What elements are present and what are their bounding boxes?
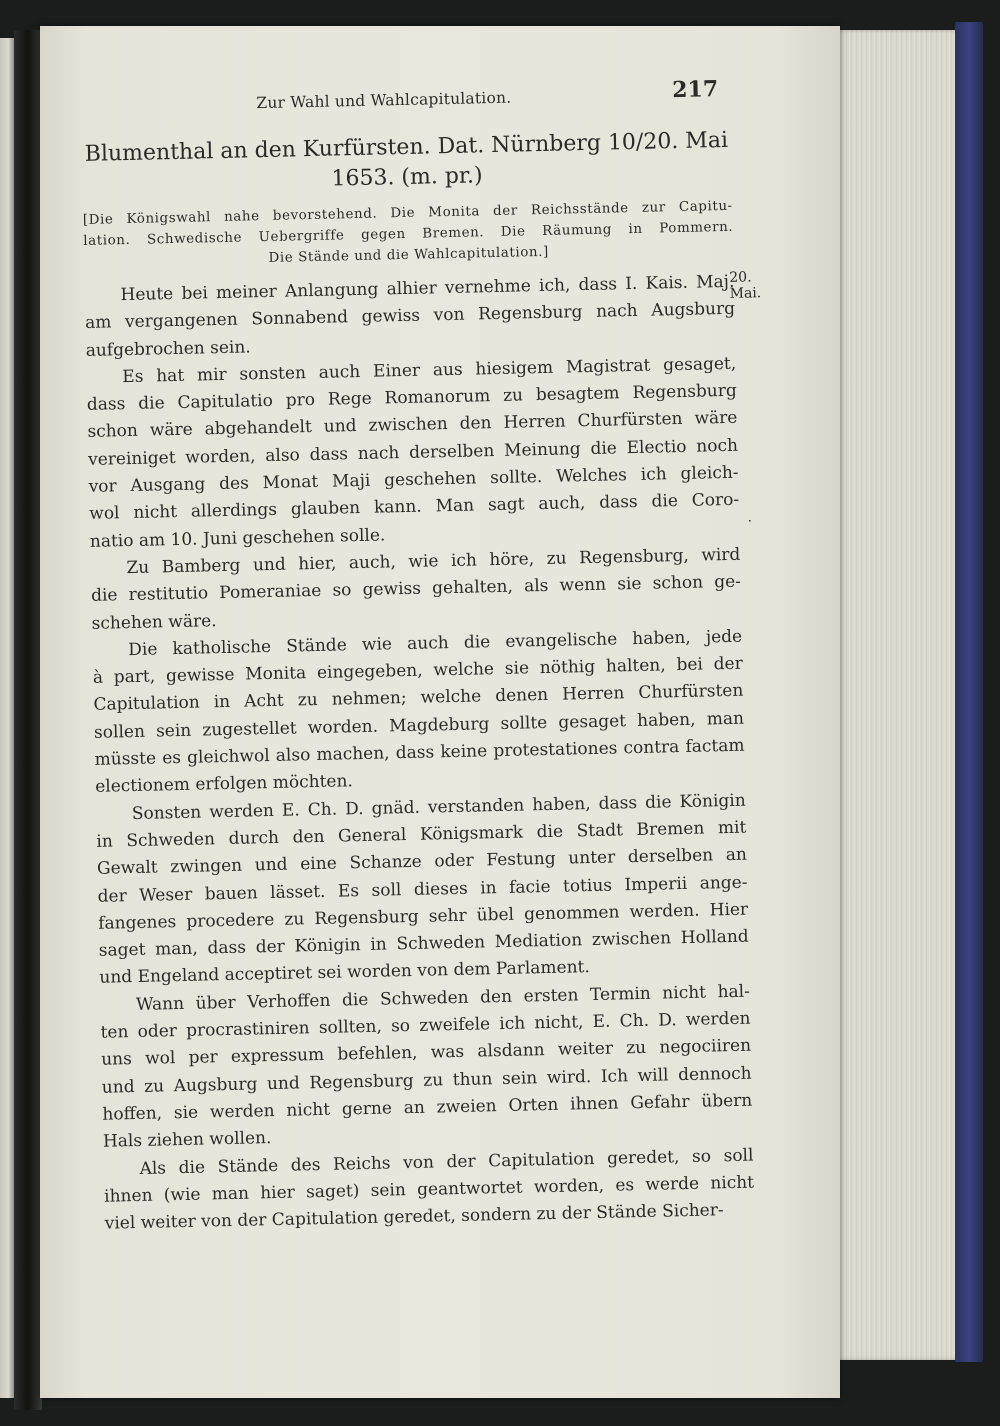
text-line: aufgebrochen sein. (85, 336, 251, 361)
text-line: Die katholische Stände wie auch die evangelische haben, jede (128, 626, 743, 660)
book-gutter (14, 30, 42, 1410)
paragraph (100, 978, 753, 1156)
book-cover-edge (955, 22, 983, 1362)
text-line: saget man, dass der Königin in Schweden Mediation zwischen Holland (98, 926, 749, 961)
letter-body (84, 269, 755, 1238)
text-line: Als die Stände des Reichs von der Capitulation geredet, so soll (139, 1145, 754, 1179)
page-content (80, 74, 762, 1238)
summary-line-1: [Die Königswahl nahe bevorstehend. Die Monita der Reichsstände zur Capitu- (82, 198, 733, 228)
margin-date-note: 20. Mai. (729, 269, 762, 302)
text-line: wol nicht allerdings glauben kann. Man sagt auch, dass die Coro- (89, 490, 740, 525)
running-title: Zur Wahl und Wahlcapitulation. (256, 88, 512, 113)
text-line: die restitutio Pomeraniae so gewiss gehalten, als wenn sie schon ge- (90, 571, 742, 607)
text-line: Hals ziehen wollen. (102, 1128, 272, 1152)
text-line: fangenes procedere zu Regensburg sehr übel genommen werden. Hier (98, 899, 749, 934)
text-line: und Engeland acceptiret sei worden von dem Parlament. (99, 957, 590, 989)
heading-line-1: Blumenthal an den Kurfürsten. Dat. Nürnberg 10/20. Mai (84, 127, 729, 167)
margin-mark: . (747, 509, 753, 526)
summary-line-3: Die Stände und die Wahlcapitulation.] (268, 244, 550, 266)
paragraph (92, 624, 745, 802)
text-line: vor Ausgang des Monat Maji geschehen sollte. Welches ich gleich- (88, 462, 739, 497)
paragraph (86, 351, 740, 556)
text-line: Es hat mir sonsten auch Einer aus hiesigem Magistrat gesaget, (122, 353, 737, 388)
letter-summary (83, 196, 734, 273)
text-line: und zu Augsburg und Regensburg zu thun sein wird. Ich will dennoch (101, 1063, 752, 1098)
page-number: 217 (671, 76, 719, 104)
text-line: electionem erfolgen möchten. (95, 771, 354, 798)
text-line: ihnen (wie man hier saget) sein geantwortet worden, es werde nicht (103, 1172, 755, 1207)
page-edges (828, 30, 960, 1360)
text-line: hoffen, sie werden nicht gerne an zweien Orten ihnen Gefahr übern (102, 1090, 753, 1125)
text-line: schon wäre abgehandelt und zwischen den Herren Churfürsten wäre (87, 408, 738, 443)
text-line: Wann über Verhoffen die Schweden den ersten Termin nicht hal- (135, 981, 751, 1015)
text-line: Sonsten werden E. Ch. D. gnäd. verstanden haben, dass die Königin (131, 790, 746, 824)
letter-heading (81, 126, 732, 200)
text-line: vereiniget worden, also dass nach derselben Meinung die Electio noch (87, 435, 739, 470)
text-line: in Schweden durch den General Königsmark die Stadt Bremen mit (96, 817, 747, 852)
text-line: Heute bei meiner Anlangung alhier vernehme ich, dass I. Kais. Maj. (120, 271, 735, 306)
facing-page-edge (0, 38, 14, 1398)
text-line: Zu Bamberg und hier, auch, wie ich höre, zu Regensburg, wird (126, 544, 741, 579)
text-line: sollen sein zugestellet worden. Magdeburg sollte gesaget haben, man (93, 708, 745, 743)
text-line: natio am 10. Juni geschehen solle. (89, 525, 386, 552)
paragraph (103, 1142, 755, 1238)
heading-line-2: 1653. (m. pr.) (331, 163, 483, 192)
text-line: müsste es gleichwol also machen, dass keine protestationes contra factam (94, 735, 745, 770)
text-line: Capitulation in Acht zu nehmen; welche denen Herren Churfürsten (93, 681, 744, 716)
text-line: à part, gewisse Monita eingegeben, welche sie nöthig halten, bei der (92, 653, 743, 689)
text-line: Gewalt zwingen und eine Schanze oder Festung unter derselben an (96, 844, 748, 880)
paragraph (84, 269, 736, 365)
text-line: schehen wäre. (91, 610, 217, 634)
paragraph (96, 787, 750, 992)
text-line: ten oder procrastiniren sollten, so zweifele ich nicht, E. Ch. D. werden (100, 1008, 751, 1043)
summary-line-2: lation. Schwedische Uebergriffe gegen Bremen. Die Räumung in Pommern. (83, 219, 734, 249)
paragraph (90, 542, 742, 638)
text-line: dass die Capitulatio pro Rege Romanorum zu besagtem Regensburg (86, 380, 737, 416)
text-line: der Weser bauen lässet. Es soll dieses in facie totius Imperii ange- (97, 872, 748, 907)
text-line: am vergangenen Sonnabend gewiss von Regensburg nach Augsburg (84, 299, 736, 334)
text-line: viel weiter von der Capitulation geredet, sondern zu der Stände Sicher- (104, 1200, 724, 1234)
text-line: uns wol per expressum befehlen, was alsdann weiter zu negociiren (100, 1035, 752, 1071)
